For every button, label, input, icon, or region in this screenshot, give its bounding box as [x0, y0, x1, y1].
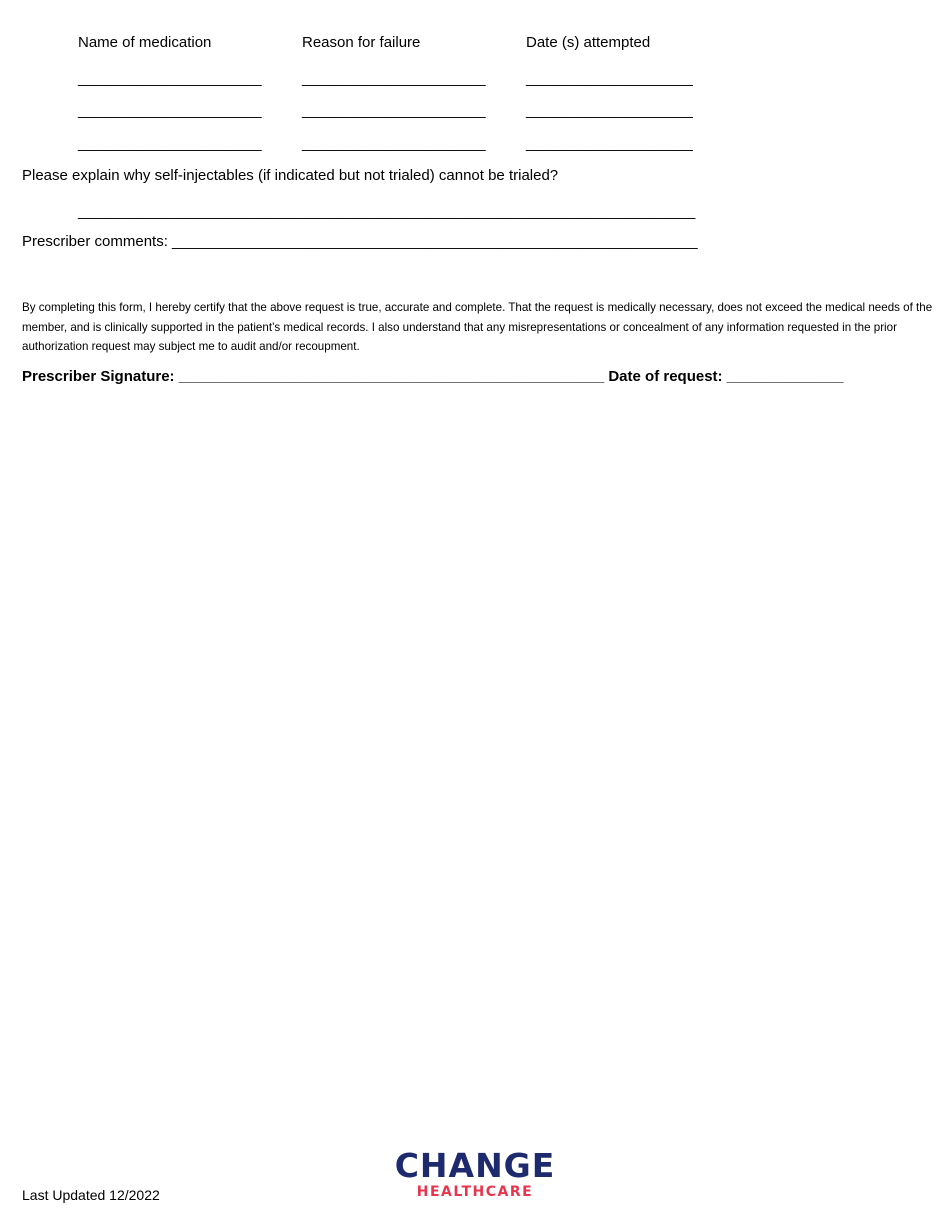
logo-subtitle: HEALTHCARE — [416, 1184, 534, 1200]
self-injectables-question: Please explain why self-injectables (if indicated but not trialed) cannot be trialed? — [22, 167, 559, 184]
reason-line-3[interactable]: ______________________ — [302, 135, 486, 152]
change-healthcare-logo — [394, 1148, 556, 1200]
date-line-3[interactable]: ____________________ — [526, 135, 693, 152]
last-updated-text: Last Updated 12/2022 — [22, 1187, 160, 1203]
column-header-medication: Name of medication — [78, 34, 212, 51]
column-header-reason: Reason for failure — [302, 34, 421, 51]
logo-wordmark: CHANGE — [394, 1146, 556, 1185]
reason-line-1[interactable]: ______________________ — [302, 70, 486, 87]
medication-line-1[interactable]: ______________________ — [78, 70, 262, 87]
signature-date-line[interactable]: Prescriber Signature: ___________________________________________________ Date of request: ______________ — [22, 368, 844, 385]
certification-statement: By completing this form, I hereby certify that the above request is true, accurate and complete. That the request is medically necessary, does not exceed the medical needs of the member, and is clinically supported in the patient’s medical records. I also understand that any misrepresentations or concealment of any information requested in the prior authorization request may subject me to audit and/or recoupment. — [22, 301, 933, 353]
date-line-1[interactable]: ____________________ — [526, 70, 693, 87]
reason-line-2[interactable]: ______________________ — [302, 102, 486, 119]
medication-line-3[interactable]: ______________________ — [78, 135, 262, 152]
prescriber-comments-field[interactable]: Prescriber comments: _______________________________________________________________ — [22, 233, 698, 250]
medication-line-2[interactable]: ______________________ — [78, 102, 262, 119]
column-header-dates: Date (s) attempted — [526, 34, 651, 51]
date-line-2[interactable]: ____________________ — [526, 102, 693, 119]
explanation-line[interactable]: __________________________________________________________________________ — [78, 203, 696, 220]
